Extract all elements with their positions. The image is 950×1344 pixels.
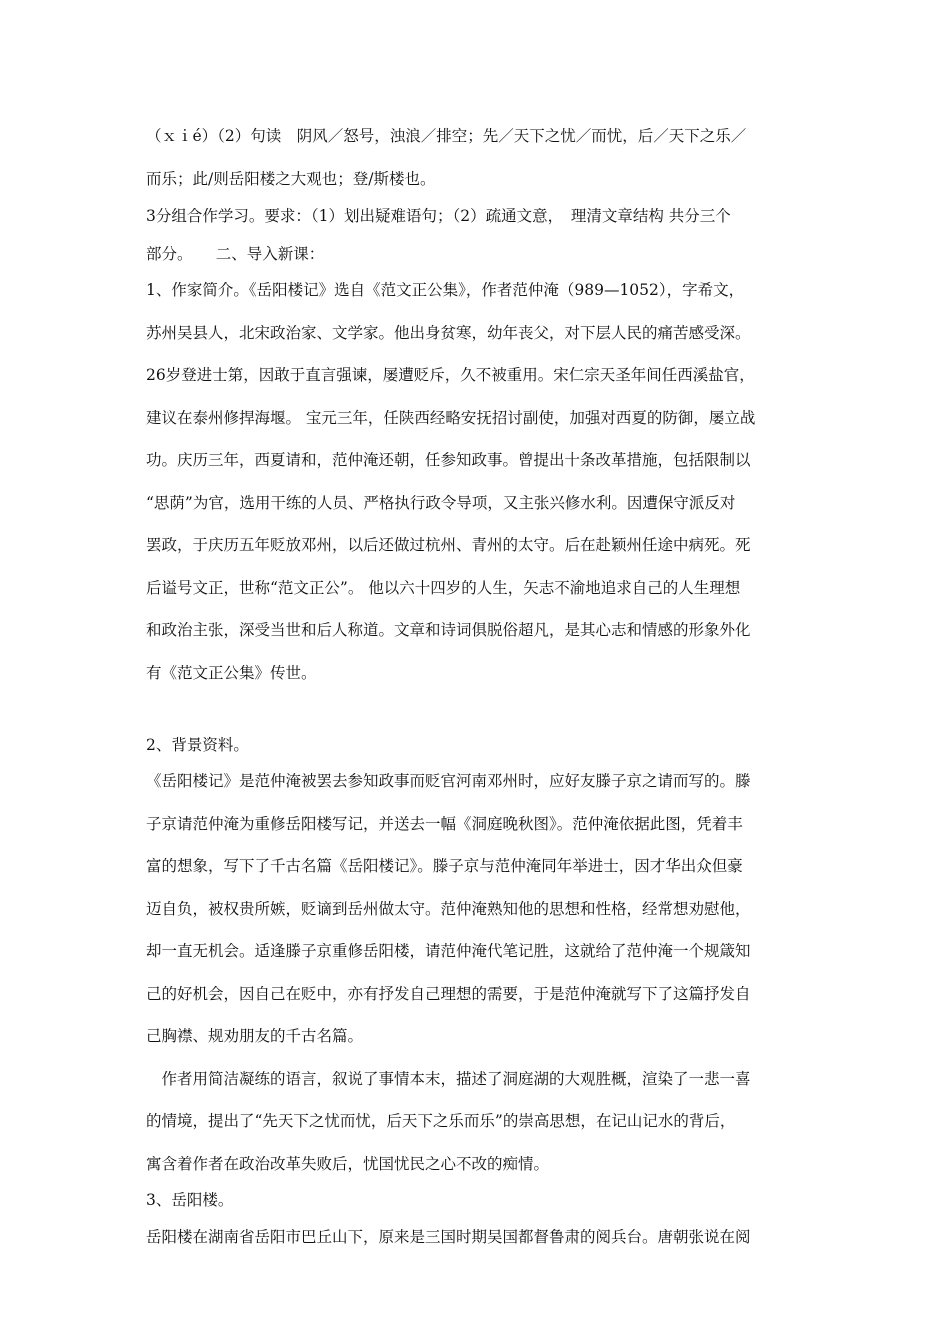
text-line: 部分。 二、导入新课： bbox=[146, 245, 325, 263]
text-line: 和政治主张，深受当世和后人称道。文章和诗词俱脱俗超凡，是其心志和情感的形象外化 bbox=[146, 621, 751, 639]
text-line: 罢政，于庆历五年贬放邓州，以后还做过杭州、青州的太守。后在赴颖州任途中病死。死 bbox=[146, 536, 751, 554]
text-line: 功。庆历三年，西夏请和，范仲淹还朝，任参知政事。曾提出十条改革措施，包括限制以 bbox=[146, 451, 751, 469]
text-line: 己胸襟、规劝朋友的千古名篇。 bbox=[146, 1027, 364, 1045]
text-line: 岳阳楼在湖南省岳阳市巴丘山下，原来是三国时期吴国都督鲁肃的阅兵台。唐朝张说在阅 bbox=[146, 1228, 751, 1246]
text-line: 苏州吴县人，北宋政治家、文学家。他出身贫寒，幼年丧父，对下层人民的痛苦感受深。 bbox=[146, 324, 751, 342]
text-line: “思荫”为官，选用干练的人员、严格执行政令导项，又主张兴修水利。因遭保守派反对 bbox=[146, 494, 736, 512]
text-line: 寓含着作者在政治改革失败后，忧国忧民之心不改的痴情。 bbox=[146, 1155, 550, 1173]
text-line: 的情境，提出了“先天下之忧而忧，后天下之乐而乐”的崇高思想，在记山记水的背后， bbox=[146, 1112, 736, 1130]
text-line: 3分组合作学习。要求：（1）划出疑难语句；（2）疏通文意， 理清文章结构 共分三个 bbox=[146, 207, 731, 225]
section-heading: 2、背景资料。 bbox=[146, 736, 249, 754]
text-line: 1、作家简介。《岳阳楼记》选自《范文正公集》，作者范仲淹（989—1052），字希文， bbox=[146, 281, 745, 299]
text-line: 富的想象，写下了千古名篇《岳阳楼记》。滕子京与范仲淹同年举进士，因才华出众但豪 bbox=[146, 857, 743, 875]
text-line: （ｘｉé）（2）句读 阴风／怒号，浊浪／排空；先／天下之忧／而忧，后／天下之乐／ bbox=[146, 127, 747, 145]
text-line: 作者用简洁凝练的语言，叙说了事情本末，描述了洞庭湖的大观胜概，渲染了一悲一喜 bbox=[146, 1070, 751, 1088]
text-line: 己的好机会，因自己在贬中，亦有抒发自己理想的需要，于是范仲淹就写下了这篇抒发自 bbox=[146, 985, 751, 1003]
text-line: 有《范文正公集》传世。 bbox=[146, 664, 317, 682]
text-line: 子京请范仲淹为重修岳阳楼写记，并送去一幅《洞庭晚秋图》。范仲淹依据此图，凭着丰 bbox=[146, 815, 743, 833]
text-line: 26岁登进士第，因敢于直言强谏，屡遭贬斥，久不被重用。宋仁宗天圣年间任西溪盐官， bbox=[146, 366, 755, 384]
text-line: 建议在泰州修捍海堰。 宝元三年，任陕西经略安抚招讨副使，加强对西夏的防御，屡立战 bbox=[146, 409, 756, 427]
text-line: 而乐；此/则岳阳楼之大观也；登/斯楼也。 bbox=[146, 170, 436, 188]
section-heading: 3、岳阳楼。 bbox=[146, 1191, 234, 1209]
text-line: 迈自负，被权贵所嫉，贬谪到岳州做太守。范仲淹熟知他的思想和性格，经常想劝慰他， bbox=[146, 900, 751, 918]
text-line: 《岳阳楼记》是范仲淹被罢去参知政事而贬官河南邓州时，应好友滕子京之请而写的。滕 bbox=[146, 772, 751, 790]
text-line: 却一直无机会。适逢滕子京重修岳阳楼，请范仲淹代笔记胜，这就给了范仲淹一个规箴知 bbox=[146, 942, 751, 960]
text-line: 后谥号文正，世称“范文正公”。 他以六十四岁的人生，矢志不渝地追求自己的人生理想 bbox=[146, 579, 741, 597]
